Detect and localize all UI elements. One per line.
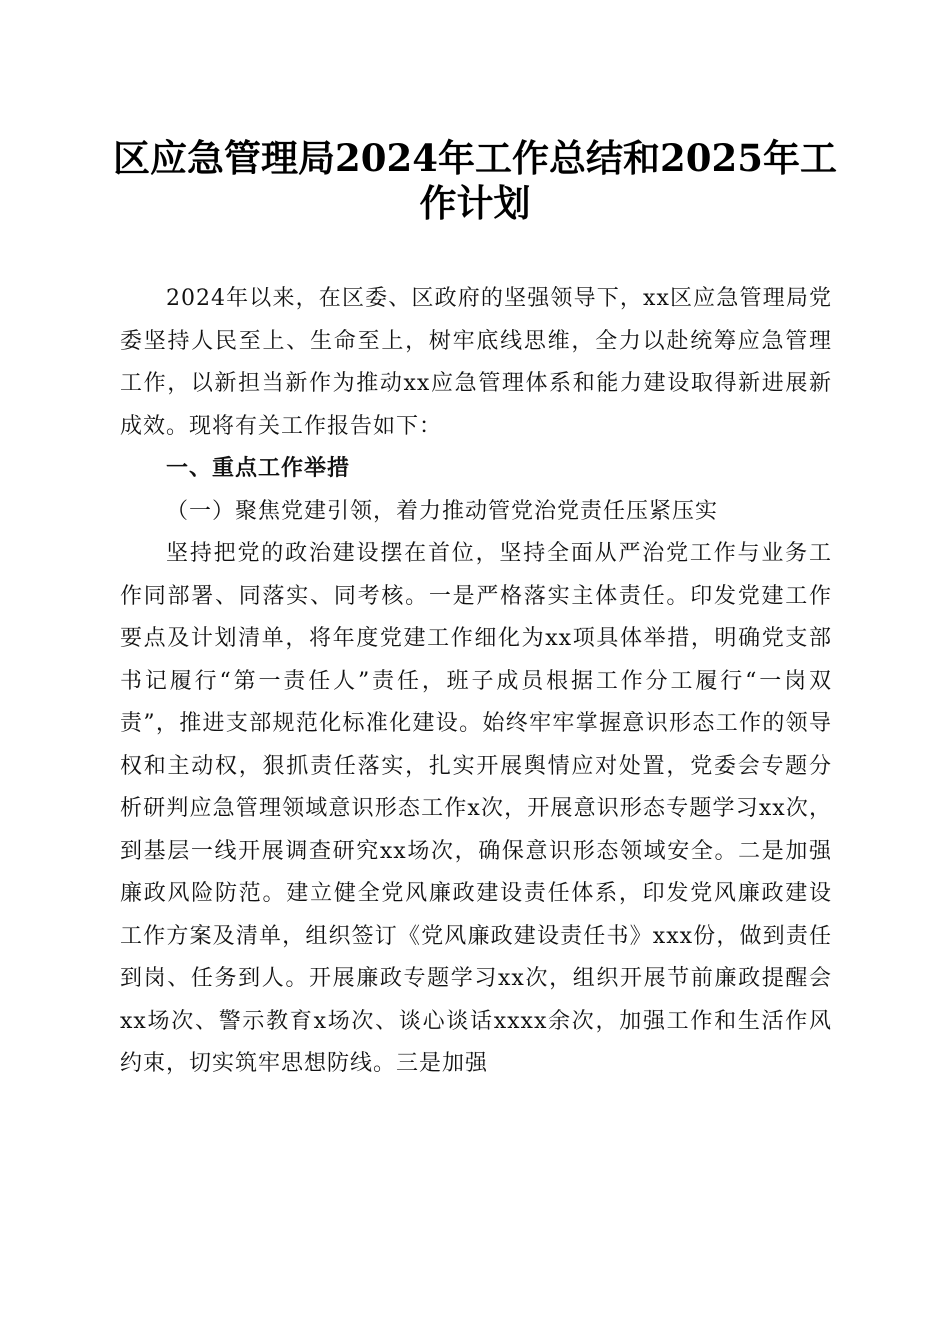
subsection-heading-1: （一）聚焦党建引领，着力推动管党治党责任压紧压实 — [166, 498, 719, 524]
section-heading-1: 一、重点工作举措 — [166, 456, 351, 481]
subsection-1-paragraph: 坚持把党的政治建设摆在首位，坚持全面从严治党工作与业务工作同部署、同落实、同考核。一是严格落实主体责任。印发党建工作要点及计划清单，将年度党建工作细化为xx项具体举措，明确党支部书记履行“第一责任人”责任，班子成员根据工作分工履行“一岗双责”，推进支部规范化标准化建设。始终牢牢掌握意识形态工作的领导权和主动权，狠抓责任落实，扎实开展舆情应对处置，党委会专题分析研判应急管理领域意识形态工作x次，开展意识形态专题学习xx次，到基层一线开展调查研究xx场次，确保意识形态领域安全。二是加强廉政风险防范。建立健全党风廉政建设责任体系，印发党风廉政建设工作方案及清单，组织签订《党风廉政建设责任书》xxx份，做到责任到岗、任务到人。开展廉政专题学习xx次，组织开展节前廉政提醒会xx场次、警示教育x场次、谈心谈话xxxx余次，加强工作和生活作风约束，切实筑牢思想防线。三是加强 — [120, 541, 832, 1076]
intro-paragraph: 2024年以来，在区委、区政府的坚强领导下，xx区应急管理局党委坚持人民至上、生命至上，树牢底线思维，全力以赴统筹应急管理工作，以新担当新作为推动xx应急管理体系和能力建设取得新进展新成效。现将有关工作报告如下： — [120, 286, 832, 439]
document-title: 区应急管理局2024年工作总结和2025年工作计划 — [113, 136, 837, 225]
document-body — [120, 278, 832, 1086]
